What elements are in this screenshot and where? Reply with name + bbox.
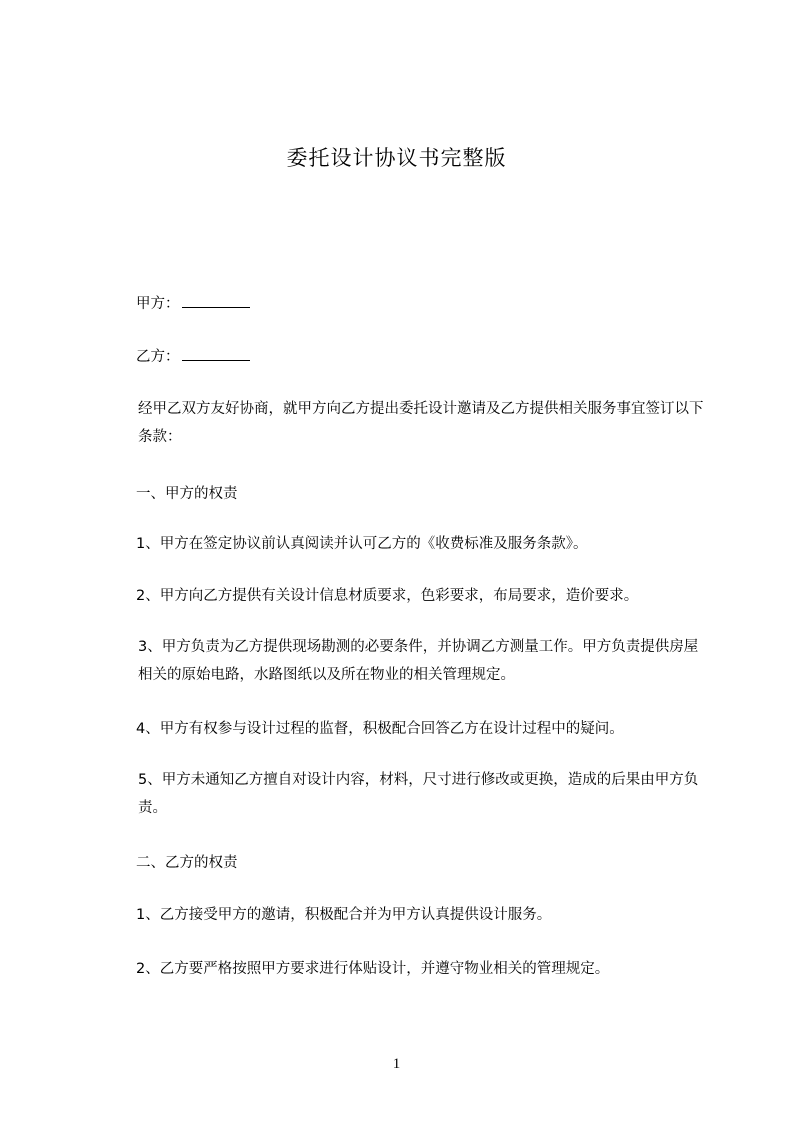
page-number: 1 [392, 1056, 401, 1072]
party-b-blank [182, 347, 250, 361]
clause-b-1: 1、乙方接受甲方的邀请，积极配合并为甲方认真提供设计服务。 [136, 907, 552, 923]
clause-a-5-text: 5、甲方未通知乙方擅自对设计内容，材料，尺寸进行修改或更换，造成的后果由甲方负责。 [138, 772, 699, 816]
clause-a-4: 4、甲方有权参与设计过程的监督，积极配合回答乙方在设计过程中的疑问。 [136, 721, 624, 737]
clause-a-1: 1、甲方在签定协议前认真阅读并认可乙方的《收费标准及服务条款》。 [136, 536, 588, 552]
document-title: 委托设计协议书完整版 [286, 146, 507, 170]
clause-a-5 [100, 766, 712, 822]
intro-paragraph [100, 395, 712, 451]
section-heading-party-b: 二、乙方的权责 [136, 855, 238, 871]
clause-a-2: 2、甲方向乙方提供有关设计信息材质要求，色彩要求，布局要求，造价要求。 [136, 588, 639, 604]
party-a-blank [182, 294, 250, 308]
clause-b-2: 2、乙方要严格按照甲方要求进行体贴设计，并遵守物业相关的管理规定。 [136, 961, 610, 977]
party-a-line [136, 292, 250, 313]
clause-a-3-text: 3、甲方负责为乙方提供现场勘测的必要条件，并协调乙方测量工作。甲方负责提供房屋相关的原始电路，水路图纸以及所在物业的相关管理规定。 [138, 639, 699, 683]
party-b-label: 乙方： [136, 349, 180, 365]
section-heading-party-a: 一、甲方的权责 [136, 486, 238, 502]
party-b-line [136, 345, 250, 366]
party-a-label: 甲方： [136, 296, 180, 312]
clause-a-3 [100, 633, 712, 689]
intro-text: 经甲乙双方友好协商，就甲方向乙方提出委托设计邀请及乙方提供相关服务事宜签订以下条款： [138, 401, 704, 445]
